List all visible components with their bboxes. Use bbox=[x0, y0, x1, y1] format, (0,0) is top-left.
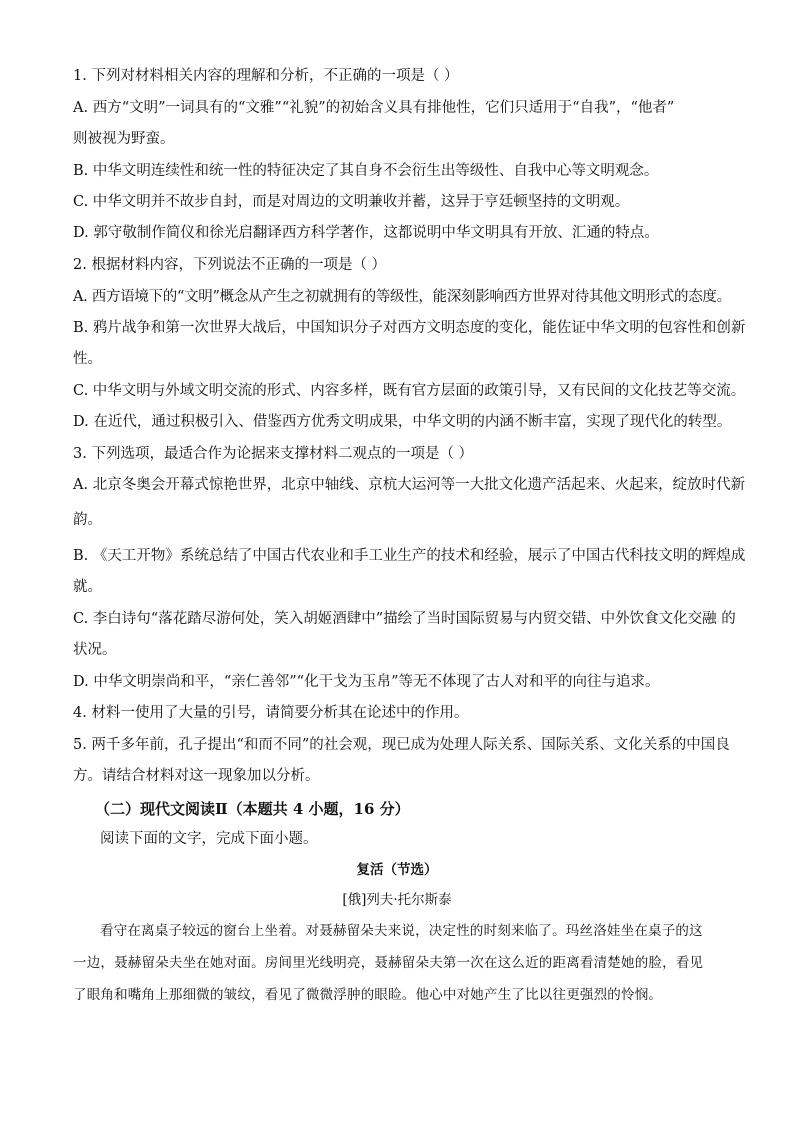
q3-option-d: D. 中华文明崇尚和平，“亲仁善邻”“化干戈为玉帛”等无不体现了古人对和平的向往与追求。 bbox=[73, 674, 660, 690]
passage-paragraph-line: 看守在离桌子较远的窗台上坐着。对聂赫留朵夫来说，决定性的时刻来临了。玛丝洛娃坐在桌子的这 bbox=[100, 923, 703, 939]
passage-paragraph-line: 一边，聂赫留朵夫坐在她对面。房间里光线明亮，聂赫留朵夫第一次在这么近的距离看清楚她的脸，看见 bbox=[73, 955, 704, 971]
q2-stem: 2. 根据材料内容，下列说法不正确的一项是（ ） bbox=[73, 257, 387, 273]
q2-option-b-cont: 性。 bbox=[73, 351, 102, 367]
section-heading: （二）现代文阅读Ⅱ（本题共 4 小题，16 分） bbox=[95, 800, 410, 818]
q5-stem: 5. 两千多年前，孔子提出“和而不同”的社会观，现已成为处理人际关系、国际关系、文化关系的中国良 bbox=[73, 737, 730, 753]
q2-option-a: A. 西方语境下的“文明”概念从产生之初就拥有的等级性，能深刻影响西方世界对待其他文明形式的态度。 bbox=[73, 289, 731, 305]
q3-stem: 3. 下列选项，最适合作为论据来支撑材料二观点的一项是（ ） bbox=[73, 446, 474, 462]
q1-option-d: D. 郭守敬制作简仪和徐光启翻译西方科学著作，这都说明中华文明具有开放、汇通的特点。 bbox=[73, 225, 659, 241]
q3-option-a: A. 北京冬奥会开幕式惊艳世界，北京中轴线、京杭大运河等一大批文化遗产活起来、火起来，绽放时代新 bbox=[73, 477, 746, 493]
q2-option-c: C. 中华文明与外域文明交流的形式、内容多样，既有官方层面的政策引导，又有民间的文化技艺等交流。 bbox=[73, 383, 746, 399]
q3-option-b-cont: 就。 bbox=[73, 579, 102, 595]
q1-option-c: C. 中华文明并不故步自封，而是对周边的文明兼收并蓄，这异于亨廷顿坚持的文明观。 bbox=[73, 194, 630, 210]
q1-option-b: B. 中华文明连续性和统一性的特征决定了其自身不会衍生出等级性、自我中心等文明观念。 bbox=[73, 163, 659, 179]
q3-option-c: C. 李白诗句“落花踏尽游何处，笑入胡姬酒肆中”描绘了当时国际贸易与内贸交错、中外饮食文化交融 的 bbox=[73, 611, 736, 627]
q4-stem: 4. 材料一使用了大量的引号，请简要分析其在论述中的作用。 bbox=[73, 705, 469, 721]
q5-stem-cont: 方。请结合材料对这一现象加以分析。 bbox=[73, 768, 320, 784]
passage-author: [俄]列夫·托尔斯泰 bbox=[342, 892, 452, 908]
q2-option-b: B. 鸦片战争和第一次世界大战后，中国知识分子对西方文明态度的变化，能佐证中华文明的包容性和创新 bbox=[73, 320, 746, 336]
passage-title: 复活（节选） bbox=[356, 862, 438, 878]
q3-option-b: B. 《天工开物》系统总结了中国古代农业和手工业生产的技术和经验，展示了中国古代科技文明的辉煌成 bbox=[73, 548, 746, 564]
q1-option-a: A. 西方“文明”一词具有的“文雅”“礼貌”的初始含义具有排他性，它们只适用于“自我”，“他者” bbox=[73, 100, 675, 116]
q3-option-a-cont: 韵。 bbox=[73, 512, 102, 528]
q2-option-d: D. 在近代，通过积极引入、借鉴西方优秀文明成果，中华文明的内涵不断丰富，实现了现代化的转型。 bbox=[73, 414, 732, 430]
q3-option-c-cont: 状况。 bbox=[73, 642, 117, 658]
passage-paragraph-line: 了眼角和嘴角上那细微的皱纹，看见了微微浮肿的眼睑。他心中对她产生了比以往更强烈的怜悯。 bbox=[73, 987, 663, 1003]
section-instruction: 阅读下面的文字，完成下面小题。 bbox=[100, 831, 318, 847]
q1-stem: 1. 下列对材料相关内容的理解和分析，不正确的一项是（ ） bbox=[73, 68, 459, 84]
q1-option-a-cont: 则被视为野蛮。 bbox=[73, 131, 175, 147]
